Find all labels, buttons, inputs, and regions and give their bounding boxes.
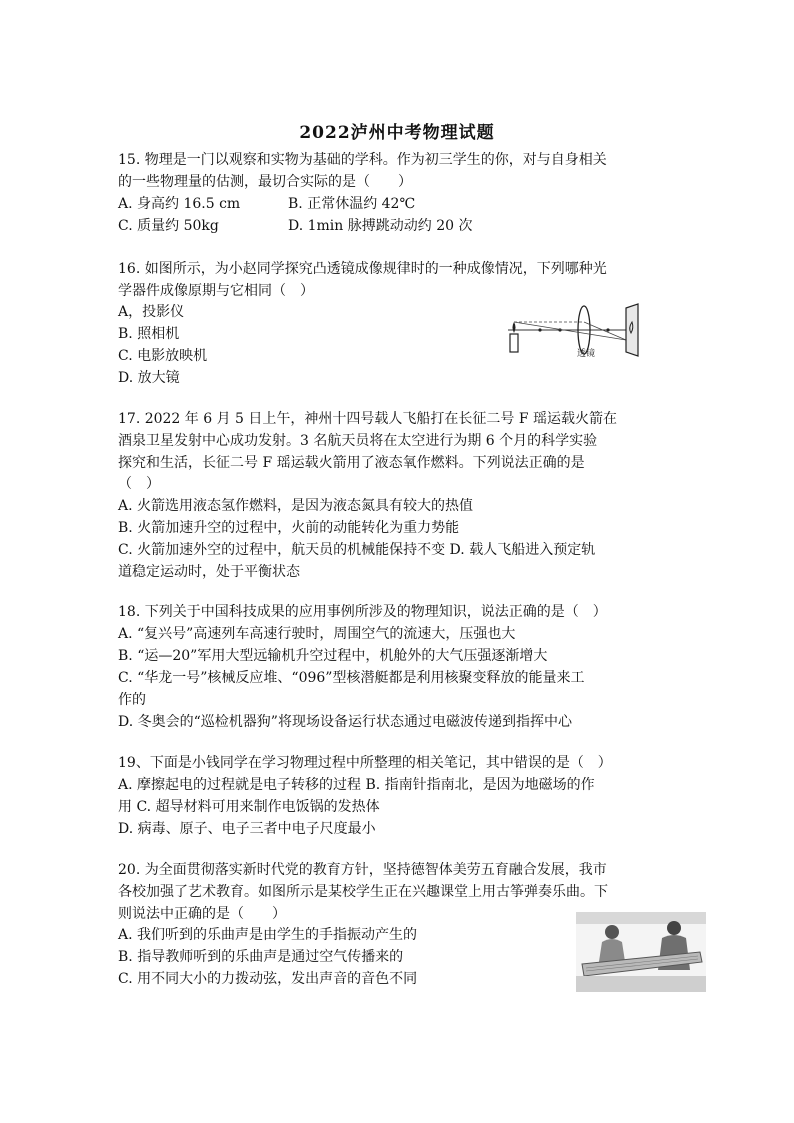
q15-option-b: B. 正常休温约 42℃ — [288, 196, 416, 212]
q17-option-d: 道稳定运动时，处于平衡状态 — [118, 564, 300, 580]
photo-floor — [576, 976, 706, 992]
q16-option-c: C. 电影放映机 — [118, 348, 208, 364]
q20-option-c: C. 用不同大小的力拨动弦，发出声音的音色不同 — [118, 971, 418, 987]
q17-line-2: 酒泉卫星发射中心成功发射。3 名航天员将在太空进行为期 6 个月的科学实验 — [118, 433, 598, 449]
q19-option-c: 用 C. 超导材料可用来制作电饭锅的发热体 — [118, 799, 380, 815]
q15-option-row-1 — [118, 194, 678, 214]
candle-icon — [510, 334, 518, 352]
q16-stem-line-2: 学器件成像原期与它相同（ ） — [118, 283, 314, 299]
q17-line-1: 17. 2022 年 6 月 5 日上午，神州十四号载人飞船打在长征二号 F 瑶运载火箭在 — [118, 411, 618, 427]
q16-stem-line-1: 16. 如图所示，为小赵同学探究凸透镜成像规律时的一种成像情况，下列哪种光 — [118, 261, 607, 277]
q17-line-3: 探究和生活，长征二号 F 瑶运载火箭用了液态氧作燃料。下列说法正确的是 — [118, 455, 585, 471]
q18-option-b: B. “运—20”军用大型远输机升空过程中，机舱外的大气压强逐渐增大 — [118, 648, 548, 664]
q15-option-c: C. 质量约 50kg — [118, 218, 219, 234]
q15-option-row-2 — [118, 216, 678, 236]
q15-option-d: D. 1min 脉搏跳动动约 20 次 — [288, 218, 473, 234]
q17-line-4: （ ） — [118, 476, 160, 492]
teacher-head-icon — [667, 921, 681, 935]
flame-icon — [513, 322, 516, 333]
q17-option-b: B. 火箭加速升空的过程中，火前的动能转化为重力势能 — [118, 520, 460, 536]
q19-stem: 19、下面是小钱同学在学习物理过程中所整理的相关笔记，其中错误的是（ ） — [118, 755, 612, 771]
page-title: 2022泸州中考物理试题 — [299, 123, 495, 143]
guzheng-photo — [576, 912, 706, 992]
q19-option-ab: A. 摩擦起电的过程就是电子转移的过程 B. 指南针指南北，是因为地磁场的作 — [118, 777, 595, 793]
q19-option-d: D. 病毒、原子、电子三者中电子尺度最小 — [118, 821, 376, 837]
q18-option-a: A. “复兴号”高速列车高速行驶时，周围空气的流速大，压强也大 — [118, 626, 516, 642]
q18-option-c-cont: 作的 — [118, 692, 146, 708]
lens-label: 透镜 — [577, 349, 596, 359]
q20-option-b: B. 指导教师听到的乐曲声是通过空气传播来的 — [118, 949, 404, 965]
q15-option-a: A. 身高约 16.5 cm — [118, 196, 241, 212]
focal-point-left — [538, 328, 541, 331]
photo-wall — [576, 912, 706, 924]
q16-option-b: B. 照相机 — [118, 326, 180, 342]
q20-line-1: 20. 为全面贯彻落实新时代党的教育方针，坚持德智体美劳五育融合发展，我市 — [118, 862, 607, 878]
q17-option-a: A. 火箭选用液态氢作燃料，是因为液态氮具有较大的热值 — [118, 498, 474, 514]
q16-option-a: A，投影仪 — [118, 304, 185, 320]
q16-option-d: D. 放大镜 — [118, 370, 180, 386]
student-head-icon — [605, 925, 619, 939]
focal-point-right — [606, 328, 609, 331]
q15-stem-line-2: 的一些物理量的估测，最切合实际的是（ ） — [118, 174, 412, 190]
lens-imaging-figure — [504, 300, 652, 360]
q20-line-3: 则说法中正确的是（ ） — [118, 906, 286, 922]
q20-option-a: A. 我们听到的乐曲声是由学生的手指振动产生的 — [118, 927, 418, 943]
q18-stem: 18. 下列关于中国科技成果的应用事例所涉及的物理知识，说法正确的是（ ） — [118, 604, 607, 620]
q18-option-d: D. 冬奥会的“巡检机器狗”将现场设备运行状态通过电磁波传递到指挥中心 — [118, 714, 572, 730]
q17-option-c: C. 火箭加速外空的过程中，航天员的机械能保持不变 D. 载人飞船进入预定轨 — [118, 542, 596, 558]
q15-stem-line-1: 15. 物理是一门以观察和实物为基础的学科。作为初三学生的你，对与自身相关 — [118, 152, 607, 168]
q18-option-c: C. “华龙一号”核械反应堆、“096”型核潜艇都是利用核聚变释放的能量来工 — [118, 670, 585, 686]
q20-line-2: 各校加强了艺术教育。如图所示是某校学生正在兴趣课堂上用古筝弹奏乐曲。下 — [118, 884, 608, 900]
